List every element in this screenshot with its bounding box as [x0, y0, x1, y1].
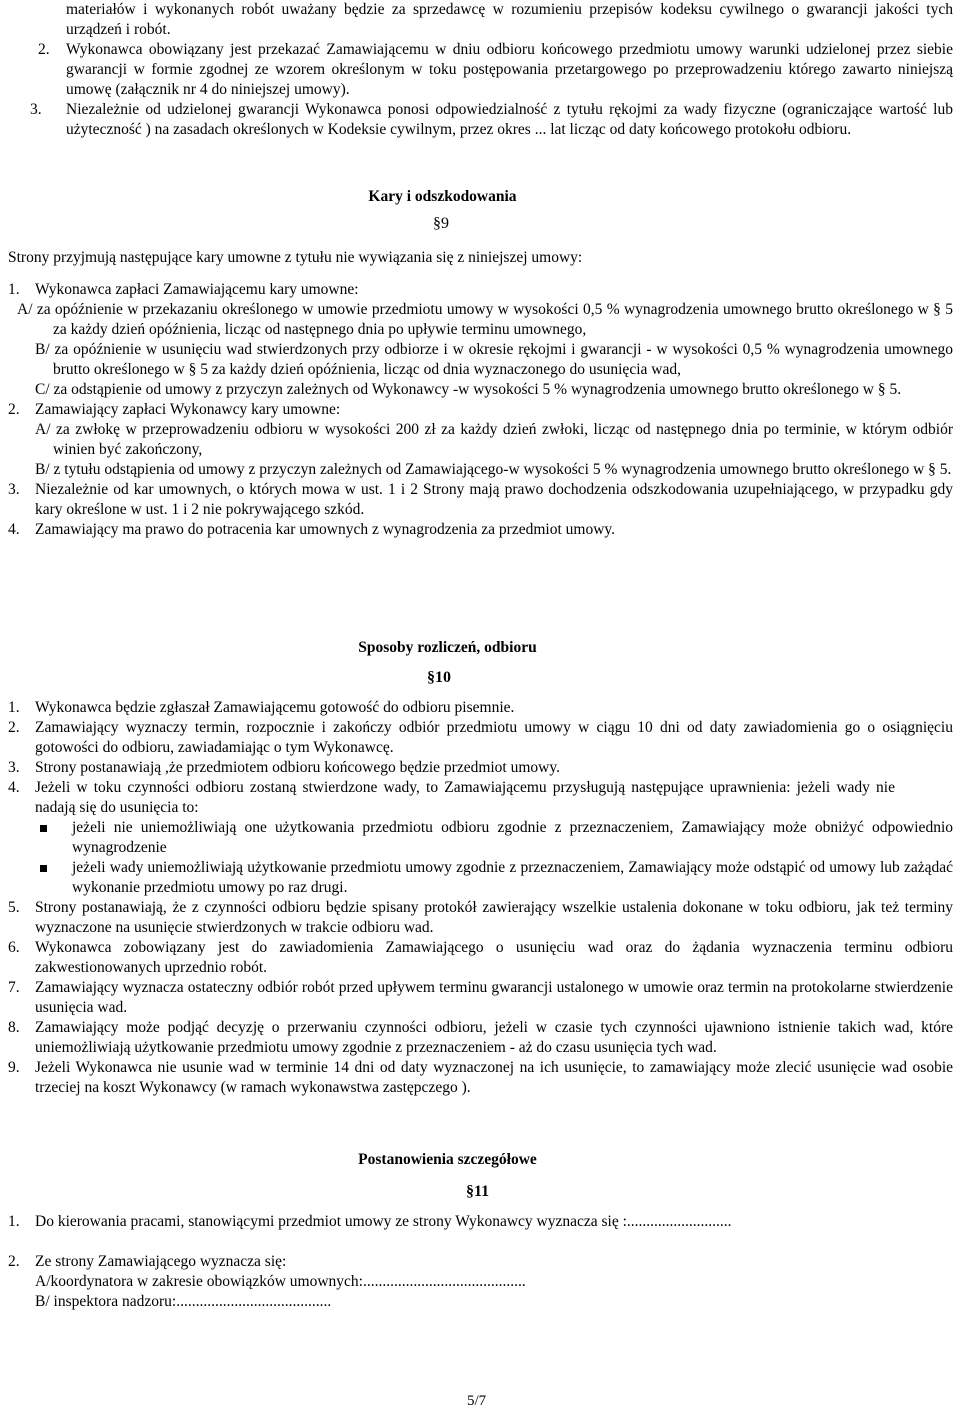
s10-bullet-list — [8, 818, 953, 898]
bullet-text: jeżeli wady uniemożliwiają użytkowanie przedmiotu umowy zgodnie z przeznaczeniem, Zamawiający może odstąpić od umowy lub zażądać wykonanie przedmiotu umowy po raz drugi. — [72, 859, 953, 896]
item-text: Ze strony Zamawiającego wyznacza się: — [35, 1253, 287, 1270]
section-10-list — [8, 698, 953, 1098]
item-number: 7. — [8, 979, 20, 996]
item-text: Wykonawca obowiązany jest przekazać Zamawiającemu w dniu odbioru końcowego przedmiotu umowy warunki udzielonej przez siebie gwarancji w formie zgodnej ze wzorem określonym w toku postępowania przetargowego po przeprowadzeniu którego zawarto niniejszą umowę (załącznik nr 4 do niniejszej umowy). — [66, 41, 953, 98]
sub-text: C/ za odstąpienie od umowy z przyczyn zależnych od Wykonawcy -w wysokości 5 % wynagrodzenia umownego brutto określonego w § 5. — [35, 381, 902, 398]
s10-item-5 — [8, 898, 953, 938]
item-text: Zamawiający wyznaczy termin, rozpocznie i zakończy odbiór przedmiotu umowy w ciągu 10 dni od daty zawiadomienia go o osiągnięciu gotowości do odbioru, zawiadamiając o tym Wykonawcę. — [35, 719, 953, 756]
s11-item-1 — [8, 1212, 953, 1232]
section-9-intro: Strony przyjmują następujące kary umowne z tytułu nie wywiązania się z niniejszej umowy: — [8, 249, 583, 266]
item-text: Jeżeli w toku czynności odbioru zostaną stwierdzone wady, to Zamawiającemu przysługują następujące uprawnienia: jeżeli wady nie nadają się do usunięcia to: — [35, 779, 895, 816]
item-number: 5. — [8, 899, 20, 916]
item-number: 6. — [8, 939, 20, 956]
item-number: 8. — [8, 1019, 20, 1036]
item-text: Niezależnie od udzielonej gwarancji Wykonawca ponosi odpowiedzialność z tytułu rękojmi za wady fizyczne (ograniczające wartość lub użyteczność ) na zasadach określonych w Kodeksie cywilnym, przez okres ... lat licząc od daty końcowego protokołu odbioru. — [66, 101, 953, 138]
item-number: 9. — [8, 1059, 20, 1076]
item-text: Do kierowania pracami, stanowiącymi przedmiot umowy ze strony Wykonawcy wyznacza się :........................... — [35, 1213, 732, 1230]
item-number: 1. — [8, 699, 20, 716]
item-lead: Wykonawca zapłaci Zamawiającemu kary umowne: — [35, 281, 359, 298]
s10-item-8 — [8, 1018, 953, 1058]
item-number: 1. — [8, 1213, 20, 1230]
fill-line-text: B/ inspektora nadzoru:........................................ — [35, 1293, 332, 1310]
item-lead: Zamawiający ma prawo do potracenia kar umownych z wynagrodzenia za przedmiot umowy. — [35, 521, 616, 538]
item-lead: Niezależnie od kar umownych, o których mowa w ust. 1 i 2 Strony mają prawo dochodzenia odszkodowania uzupełniającego, w przypadku gdy kary określone w ust. 1 i 2 nie pokrywającego szkód. — [35, 481, 953, 518]
top-continuation-text: materiałów i wykonanych robót uważany będzie za sprzedawcę w rozumieniu przepisów kodeksu cywilnego o gwarancji jakości tych urządzeń i robót. — [66, 1, 953, 38]
sub-text: B/ z tytułu odstąpienia od umowy z przyczyn zależnych od Zamawiającego-w wysokości 5 % wynagrodzenia umownego brutto określonego w § 5. — [35, 461, 952, 478]
s9-item-4 — [8, 520, 953, 540]
s9-item-3 — [8, 480, 953, 520]
item-lead: Zamawiający zapłaci Wykonawcy kary umowne: — [35, 401, 341, 418]
item-number: 1. — [8, 281, 20, 298]
square-bullet-icon — [40, 865, 47, 872]
item-text: Wykonawca będzie zgłaszał Zamawiającemu gotowość do odbioru pisemnie. — [35, 699, 515, 716]
s9-item-2-sub-b — [8, 460, 953, 480]
list-item — [8, 858, 953, 898]
bullet-text: jeżeli nie uniemożliwiają one użytkowania przedmiotu odbioru zgodnie z przeznaczeniem, Zamawiający może obniżyć odpowiednio wynagrodzenie — [72, 819, 953, 856]
section-11-title: Postanowienia szczegółowe — [358, 1151, 537, 1168]
top-item-3 — [8, 100, 953, 140]
item-text: Strony postanawiają, że z czynności odbioru będzie spisany protokół zawierający wszelkie ustalenia dokonane w toku odbioru, jak też terminy wyznaczone na usunięcie stwierdzonych w trakcie odbioru wad. — [35, 899, 953, 936]
page-number: 5/7 — [467, 1393, 487, 1409]
s10-item-4 — [8, 778, 953, 818]
item-number: 4. — [8, 521, 20, 538]
s11-item-2-line-a — [8, 1272, 953, 1292]
s9-item-1-sub-a — [8, 300, 953, 340]
item-number: 2. — [8, 719, 20, 736]
square-bullet-icon — [40, 825, 47, 832]
s9-item-1-sub-b — [8, 340, 953, 380]
sub-text: A/ za opóźnienie w przekazaniu określonego w umowie przedmiotu umowy w wysokości 0,5 % wynagrodzenia umownego brutto określonego w § 5 za każdy dzień opóźnienia, licząc od następnego dnia po upływie terminu umownego, — [17, 301, 953, 338]
s9-item-2 — [8, 400, 953, 420]
item-text: Zamawiający może podjąć decyzję o przerwaniu czynności odbioru, jeżeli w czasie tych czynności ujawniono istnienie takich wad, które uniemożliwiają użytkowanie przedmiotu umowy zgodnie z przeznaczeniem - aż do czasu usunięcia tych wad. — [35, 1019, 953, 1056]
s10-item-2 — [8, 718, 953, 758]
s9-item-1 — [8, 280, 953, 300]
item-text: Zamawiający wyznacza ostateczny odbiór robót przed upływem terminu gwarancji ustalonego w umowie oraz termin na protokolarne stwierdzenie usunięcia wad. — [35, 979, 953, 1016]
s11-item-2 — [8, 1252, 953, 1272]
item-number: 3. — [8, 759, 20, 776]
sub-text: B/ za opóźnienie w usunięciu wad stwierdzonych przy odbiorze i w okresie rękojmi i gwarancji - w wysokości 0,5 % wynagrodzenia umownego brutto określonego w § 5 za każdy dzień opóźnienia, licząc od dnia wyznaczonego do usunięcia wad, — [35, 341, 953, 378]
section-10-title: Sposoby rozliczeń, odbioru — [358, 639, 537, 656]
s10-item-1 — [8, 698, 953, 718]
section-11-list — [8, 1212, 953, 1312]
s9-item-1-sub-c — [8, 380, 953, 400]
section-11-number: §11 — [466, 1183, 490, 1200]
fill-line-text: A/koordynatora w zakresie obowiązków umownych:.......................................... — [35, 1273, 526, 1290]
s10-item-6 — [8, 938, 953, 978]
list-item — [8, 818, 953, 858]
top-continuation — [8, 0, 953, 40]
s10-item-7 — [8, 978, 953, 1018]
item-number: 2. — [38, 41, 50, 58]
s10-item-3 — [8, 758, 953, 778]
item-text: Jeżeli Wykonawca nie usunie wad w terminie 14 dni od daty wyznaczonej na ich usunięcie, to zamawiający może zlecić usunięcie wad osobie trzeciej na koszt Wykonawcy (w ramach wykonawstwa zastępczego ). — [35, 1059, 953, 1096]
item-number: 3. — [8, 481, 20, 498]
s10-item-9 — [8, 1058, 953, 1098]
item-text: Wykonawca zobowiązany jest do zawiadomienia Zamawiającego o usunięciu wad oraz do żądania wyznaczenia terminu odbioru zakwestionowanych uprzednio robót. — [35, 939, 953, 976]
item-number: 4. — [8, 779, 20, 796]
section-9-title: Kary i odszkodowania — [368, 188, 517, 205]
section-9-number: §9 — [433, 215, 449, 232]
item-number: 2. — [8, 401, 20, 418]
s11-item-2-line-b — [8, 1292, 953, 1312]
item-text: Strony postanawiają ,że przedmiotem odbioru końcowego będzie przedmiot umowy. — [35, 759, 560, 776]
top-item-2 — [8, 40, 953, 100]
section-9-list — [8, 280, 953, 540]
section-10-number: §10 — [427, 669, 451, 686]
item-number: 3. — [30, 101, 42, 118]
item-number: 2. — [8, 1253, 20, 1270]
top-section — [8, 0, 953, 140]
sub-text: A/ za zwłokę w przeprowadzeniu odbioru w wysokości 200 zł za każdy dzień zwłoki, licząc od następnego dnia po terminie, w którym odbiór winien być zakończony, — [35, 421, 953, 458]
s9-item-2-sub-a — [8, 420, 953, 460]
